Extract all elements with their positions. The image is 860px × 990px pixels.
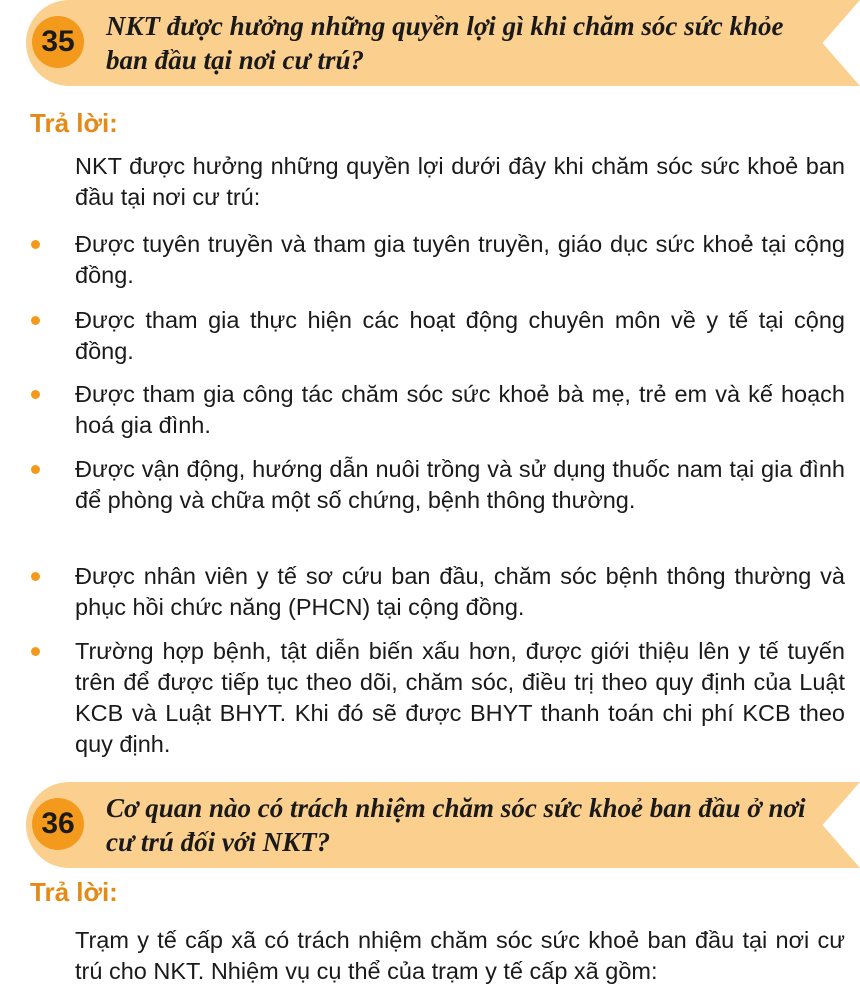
bullet-icon — [31, 240, 40, 249]
question-title: Cơ quan nào có trách nhiệm chăm sóc sức khoẻ ban đầu ở nơi cư trú đối với NKT? — [106, 793, 806, 857]
bullet-icon — [31, 316, 40, 325]
question-35-banner — [26, 0, 860, 86]
answer-intro: NKT được hưởng những quyền lợi dưới đây khi chăm sóc sức khoẻ ban đầu tại nơi cư trú: — [75, 153, 845, 210]
list-item-text: Được tham gia thực hiện các hoạt động chuyên môn về y tế tại cộng đồng. — [75, 307, 845, 364]
bullet-icon — [31, 390, 40, 399]
bullet-icon — [31, 465, 40, 474]
question-number-badge: 35 — [32, 16, 84, 68]
answer-intro: Trạm y tế cấp xã có trách nhiệm chăm sóc sức khoẻ ban đầu tại nơi cư trú cho NKT. Nhiệm vụ cụ thể của trạm y tế cấp xã gồm: — [75, 927, 845, 984]
list-item-text: Được tham gia công tác chăm sóc sức khoẻ bà mẹ, trẻ em và kế hoạch hoá gia đình. — [75, 381, 845, 438]
answer-label: Trả lời: — [30, 108, 118, 138]
list-item — [75, 561, 845, 623]
list-item — [75, 229, 845, 291]
list-item — [75, 305, 845, 367]
list-item-text: Được vận động, hướng dẫn nuôi trồng và sử dụng thuốc nam tại gia đình để phòng và chữa một số chứng, bệnh thông thường. — [75, 456, 845, 513]
bullet-icon — [31, 572, 40, 581]
list-item — [75, 454, 845, 516]
answer-label: Trả lời: — [30, 877, 118, 907]
list-item — [75, 636, 845, 760]
bullet-icon — [31, 647, 40, 656]
question-title: NKT được hưởng những quyền lợi gì khi chăm sóc sức khỏe ban đầu tại nơi cư trú? — [106, 11, 784, 75]
list-item — [75, 379, 845, 441]
list-item-text: Được tuyên truyền và tham gia tuyên truyền, giáo dục sức khoẻ tại cộng đồng. — [75, 231, 845, 288]
question-number-badge: 36 — [32, 798, 84, 850]
question-36-banner — [26, 782, 860, 868]
list-item-text: Trường hợp bệnh, tật diễn biến xấu hơn, được giới thiệu lên y tế tuyến trên để được tiếp tục theo dõi, chăm sóc, điều trị theo quy định của Luật KCB và Luật BHYT. Khi đó sẽ được BHYT thanh toán chi phí KCB theo quy định. — [75, 638, 845, 757]
list-item-text: Được nhân viên y tế sơ cứu ban đầu, chăm sóc bệnh thông thường và phục hồi chức năng (PHCN) tại cộng đồng. — [75, 563, 845, 620]
